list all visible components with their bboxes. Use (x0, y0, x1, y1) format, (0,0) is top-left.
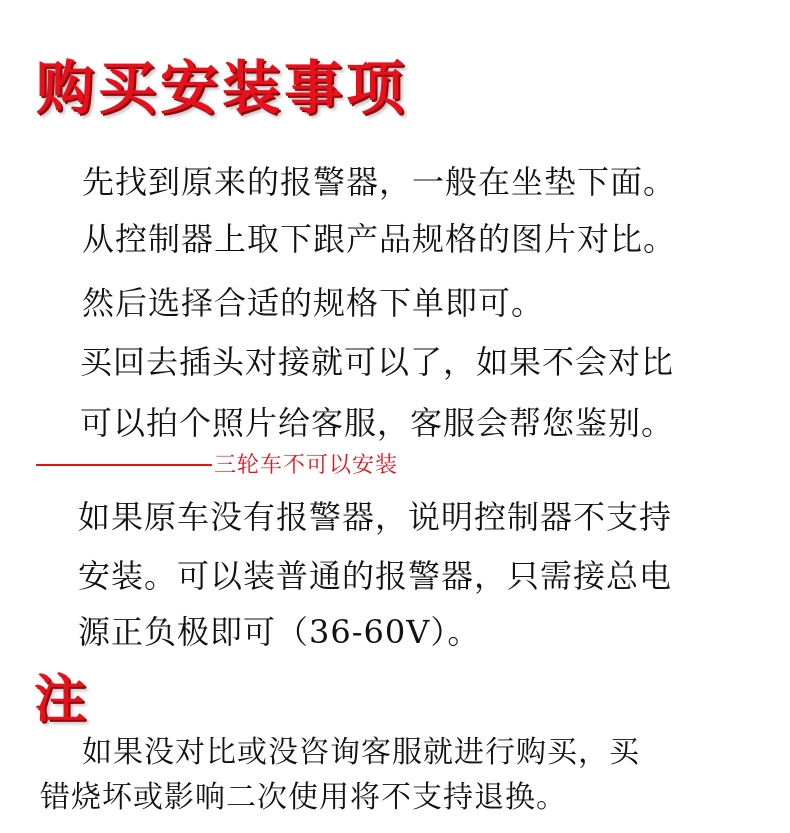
no-alarm-line-2: 安装。可以装普通的报警器，只需接总电 (78, 557, 673, 595)
instruction-line-3: 然后选择合适的规格下单即可。 (82, 284, 545, 322)
note-heading: 注 (34, 669, 87, 730)
note-line-1: 如果没对比或没咨询客服就进行购买，买 (82, 735, 640, 770)
red-divider-line (36, 464, 212, 466)
no-alarm-line-1: 如果原车没有报警器，说明控制器不支持 (78, 498, 673, 536)
note-line-2: 错烧坏或影响二次使用将不支持退换。 (40, 780, 567, 815)
tricycle-warning-text: 三轮车不可以安装 (214, 453, 399, 478)
instruction-line-4: 买回去插头对接就可以了，如果不会对比 (80, 343, 675, 381)
no-alarm-line-3: 源正负极即可（36-60V）。 (78, 613, 481, 651)
instruction-line-1: 先找到原来的报警器，一般在坐垫下面。 (82, 163, 677, 201)
instruction-line-2: 从控制器上取下跟产品规格的图片对比。 (82, 220, 677, 258)
instruction-line-5: 可以拍个照片给客服，客服会帮您鉴别。 (80, 404, 675, 442)
page-title: 购买安装事项 (36, 54, 409, 122)
